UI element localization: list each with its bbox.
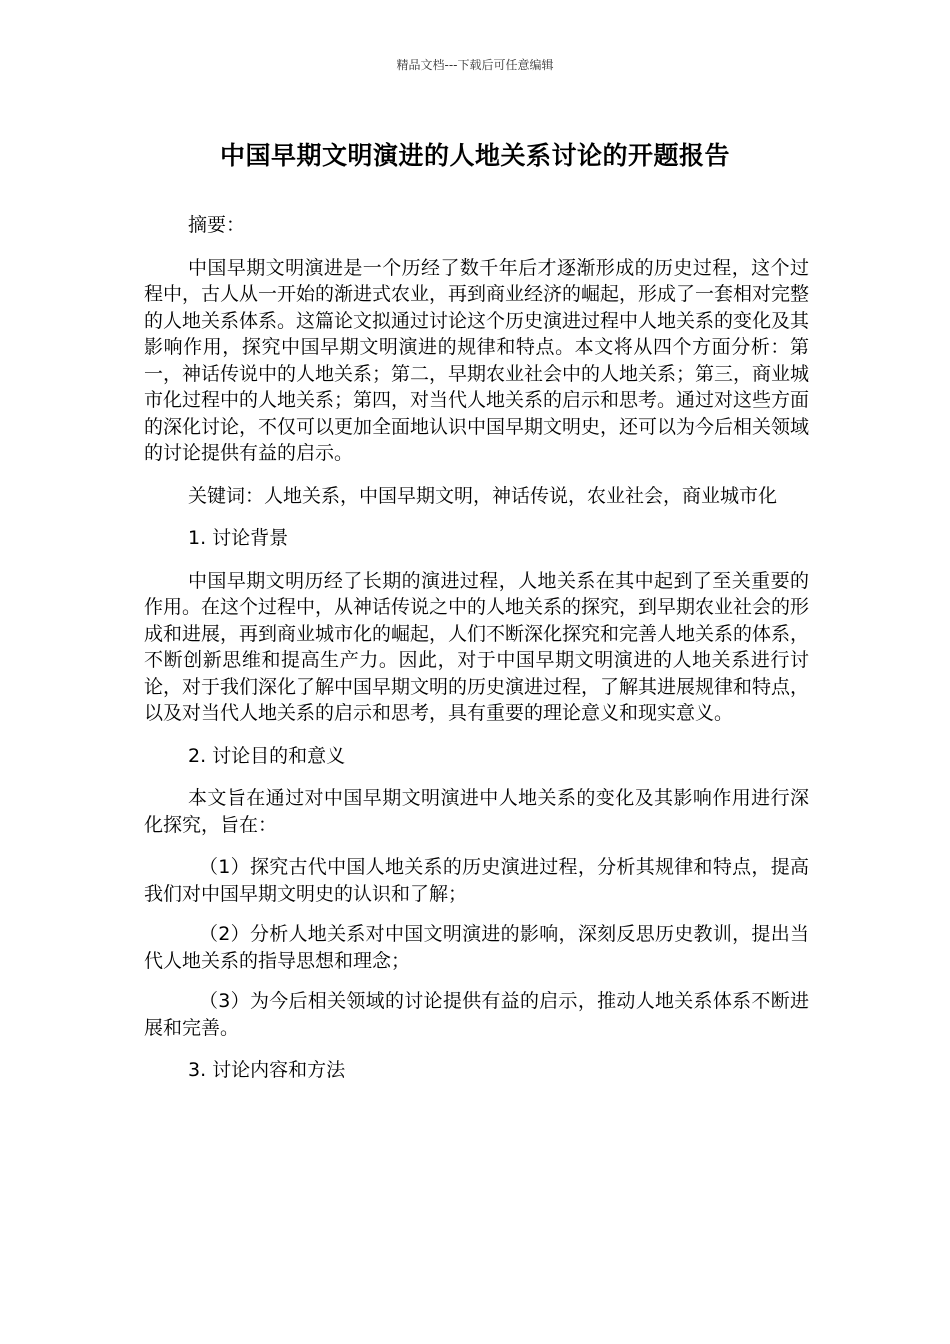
document-body xyxy=(144,212,809,1100)
section-3-heading: 3. 讨论内容和方法 xyxy=(188,1059,346,1081)
abstract-paragraph: 中国早期文明演进是一个历经了数千年后才逐渐形成的历史过程，这个过程中，古人从一开始的渐进式农业，再到商业经济的崛起，形成了一套相对完整的人地关系体系。这篇论文拟通过讨论这个历史演进过程中人地关系的变化及其影响作用，探究中国早期文明演进的规律和特点。本文将从四个方面分析：第一，神话传说中的人地关系；第二，早期农业社会中的人地关系；第三，商业城市化过程中的人地关系；第四，对当代人地关系的启示和思考。通过对这些方面的深化讨论，不仅可以更加全面地认识中国早期文明史，还可以为今后相关领域的讨论提供有益的启示。 xyxy=(144,256,810,464)
section-2-item-2: （2）分析人地关系对中国文明演进的影响，深刻反思历史教训，提出当代人地关系的指导思想和理念； xyxy=(144,923,809,972)
section-1-paragraph: 中国早期文明历经了长期的演进过程，人地关系在其中起到了至关重要的作用。在这个过程中，从神话传说之中的人地关系的探究，到早期农业社会的形成和进展，再到商业城市化的崛起，人们不断深化探究和完善人地关系的体系，不断创新思维和提高生产力。因此，对于中国早期文明演进的人地关系进行讨论，对于我们深化了解中国早期文明的历史演进过程，了解其进展规律和特点，以及对当代人地关系的启示和思考，具有重要的理论意义和现实意义。 xyxy=(144,569,810,724)
header-note: 精品文档---下载后可任意编辑 xyxy=(396,58,554,72)
section-2-intro: 本文旨在通过对中国早期文明演进中人地关系的变化及其影响作用进行深化探究，旨在： xyxy=(144,787,809,836)
section-2-heading: 2. 讨论目的和意义 xyxy=(188,744,346,767)
section-1-heading: 1. 讨论背景 xyxy=(188,527,289,549)
keywords-line: 关键词：人地关系，中国早期文明，神话传说，农业社会，商业城市化 xyxy=(188,484,778,507)
section-2-item-1: （1）探究古代中国人地关系的历史演进过程，分析其规律和特点，提高我们对中国早期文明史的认识和了解； xyxy=(144,856,809,905)
section-2-item-3: （3）为今后相关领域的讨论提供有益的启示，推动人地关系体系不断进展和完善。 xyxy=(144,990,809,1039)
abstract-label: 摘要： xyxy=(188,214,246,236)
document-title: 中国早期文明演进的人地关系讨论的开题报告 xyxy=(219,141,730,170)
